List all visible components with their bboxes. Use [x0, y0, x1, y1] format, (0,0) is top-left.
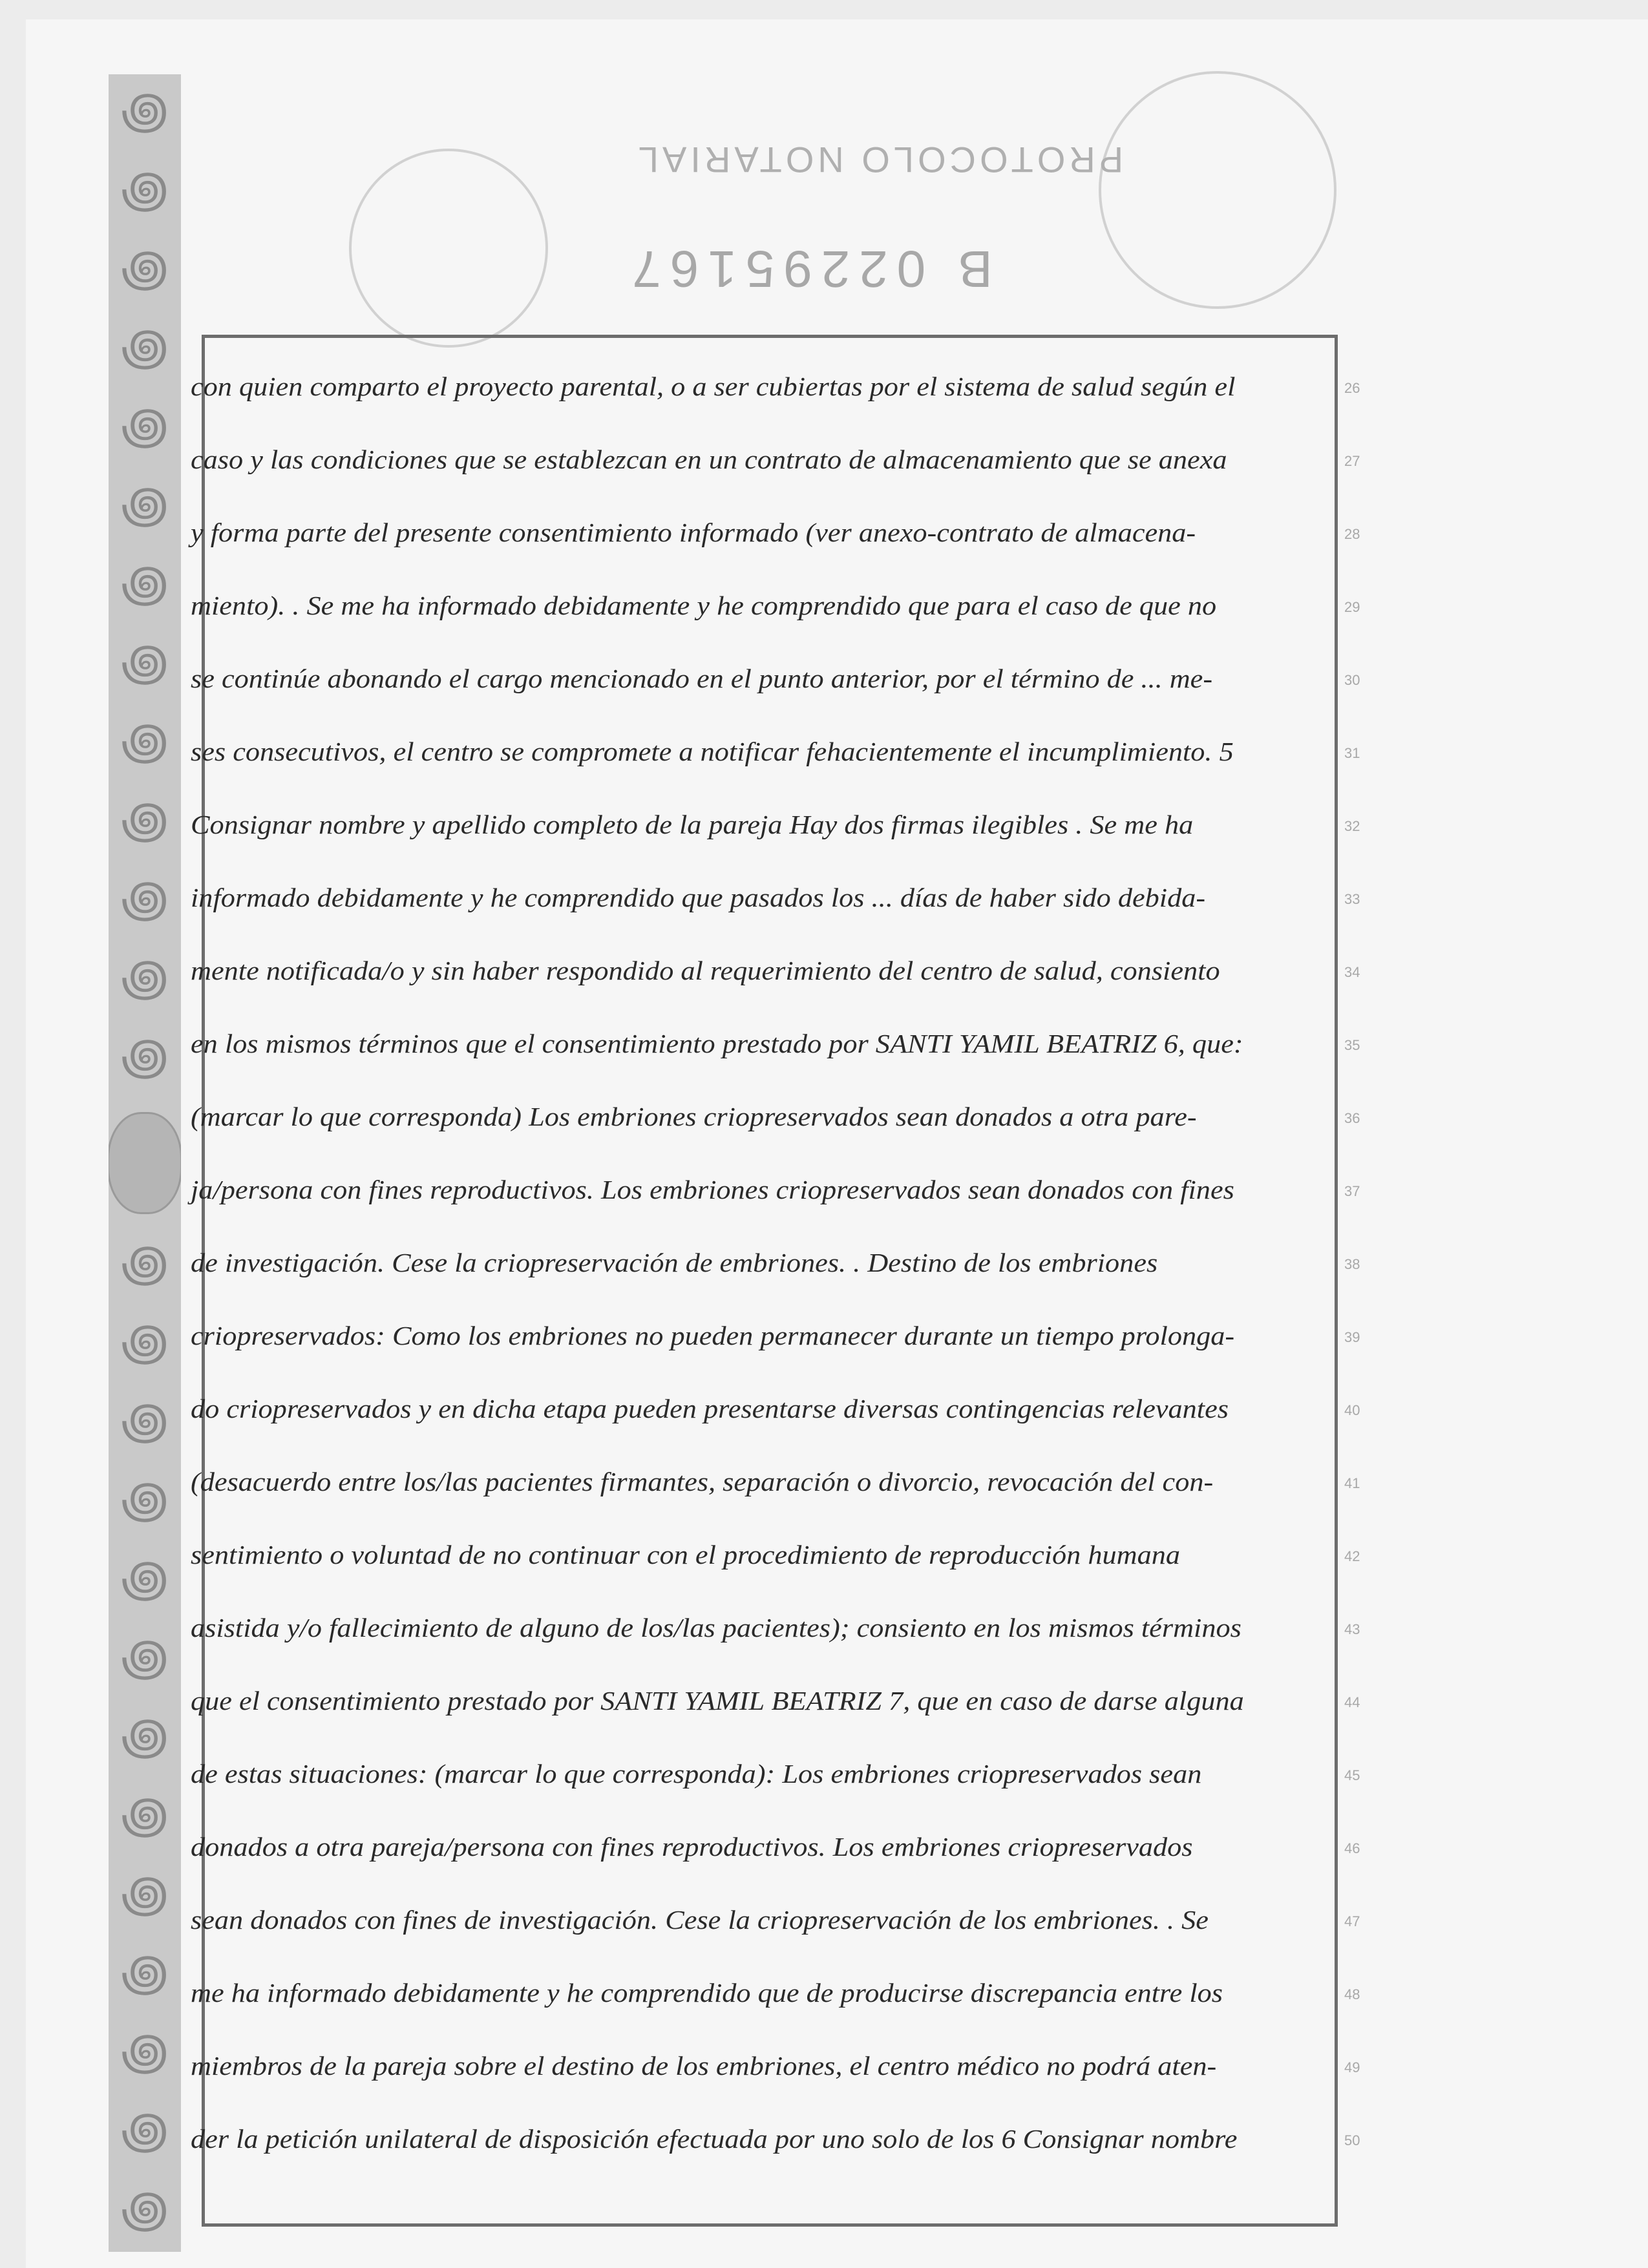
text-line: informado debidamente y he comprendido que pasados los ... días de haber sido debida- [191, 883, 1206, 912]
text-line: en los mismos términos que el consentimiento prestado por SANTI YAMIL BEATRIZ 6, que: [191, 1029, 1243, 1058]
swirl-ornament-icon: ꩜ [120, 1471, 169, 1529]
line-number: 48 [1344, 1986, 1360, 2002]
decorative-border-strip [109, 74, 181, 2252]
swirl-ornament-icon: ꩜ [120, 792, 169, 850]
swirl-ornament-icon: ꩜ [120, 1629, 169, 1687]
text-line: me ha informado debidamente y he comprendido que de producirse discrepancia entre los [191, 1978, 1223, 2008]
line-number: 49 [1344, 2059, 1360, 2075]
line-number: 37 [1344, 1183, 1360, 1199]
notary-stamp-right-icon [1099, 71, 1336, 309]
swirl-ornament-icon: ꩜ [120, 713, 169, 771]
swirl-ornament-icon: ꩜ [120, 1787, 169, 1845]
text-line: (desacuerdo entre los/las pacientes firmantes, separación o divorcio, revocación del con- [191, 1467, 1214, 1496]
swirl-ornament-icon: ꩜ [120, 1944, 169, 2002]
text-line: der la petición unilateral de disposición efectuada por uno solo de los 6 Consignar nombre [191, 2124, 1238, 2154]
text-line: de estas situaciones: (marcar lo que corresponda): Los embriones criopreservados sean [191, 1759, 1202, 1789]
line-number: 36 [1344, 1110, 1360, 1126]
line-number: 39 [1344, 1329, 1360, 1345]
line-number: 45 [1344, 1767, 1360, 1783]
text-line: miento). . Se me ha informado debidamente y he comprendido que para el caso de que no [191, 591, 1217, 620]
text-line: Consignar nombre y apellido completo de la pareja Hay dos firmas ilegibles . Se me ha [191, 810, 1194, 839]
text-line: se continúe abonando el cargo mencionado en el punto anterior, por el término de ... me- [191, 664, 1213, 693]
notary-stamp-left-icon [349, 149, 548, 348]
protocol-number-watermark: B 02295167 [623, 240, 993, 298]
text-line: con quien comparto el proyecto parental, o a ser cubiertas por el sistema de salud según el [191, 372, 1236, 401]
text-line: y forma parte del presente consentimiento informado (ver anexo-contrato de almacena- [191, 518, 1196, 547]
swirl-ornament-icon: ꩜ [120, 870, 169, 929]
text-line: ja/persona con fines reproductivos. Los embriones criopreservados sean donados con fines [191, 1175, 1234, 1204]
text-line: donados a otra pareja/persona con fines reproductivos. Los embriones criopreservados [191, 1832, 1193, 1862]
swirl-ornament-icon: ꩜ [120, 1392, 169, 1451]
swirl-ornament-icon: ꩜ [120, 397, 169, 456]
line-number: 26 [1344, 380, 1360, 396]
line-number: 42 [1344, 1548, 1360, 1564]
text-line: asistida y/o fallecimiento de alguno de los/las pacientes); consiento en los mismos términos [191, 1613, 1241, 1643]
swirl-ornament-icon: ꩜ [120, 1235, 169, 1293]
swirl-ornament-icon: ꩜ [120, 634, 169, 692]
swirl-ornament-icon: ꩜ [120, 949, 169, 1007]
text-line: que el consentimiento prestado por SANTI YAMIL BEATRIZ 7, que en caso de darse alguna [191, 1686, 1244, 1716]
swirl-ornament-icon: ꩜ [120, 1314, 169, 1372]
text-line: mente notificada/o y sin haber respondido al requerimiento del centro de salud, consiento [191, 956, 1220, 985]
swirl-ornament-icon: ꩜ [120, 161, 169, 219]
swirl-ornament-icon: ꩜ [120, 1708, 169, 1766]
line-number: 35 [1344, 1037, 1360, 1053]
text-line: criopreservados: Como los embriones no pueden permanecer durante un tiempo prolonga- [191, 1321, 1235, 1350]
line-number: 40 [1344, 1402, 1360, 1418]
text-line: sean donados con fines de investigación. Cese la criopreservación de los embriones. . Se [191, 1905, 1209, 1935]
line-number: 50 [1344, 2132, 1360, 2148]
text-line: caso y las condiciones que se establezcan en un contrato de almacenamiento que se anexa [191, 445, 1227, 474]
swirl-ornament-icon: ꩜ [120, 1550, 169, 1608]
line-number: 47 [1344, 1913, 1360, 1929]
line-number: 46 [1344, 1840, 1360, 1856]
line-number: 41 [1344, 1475, 1360, 1491]
swirl-ornament-icon: ꩜ [120, 476, 169, 534]
swirl-ornament-icon: ꩜ [120, 2023, 169, 2081]
swirl-ornament-icon: ꩜ [120, 555, 169, 613]
swirl-ornament-icon: ꩜ [120, 2102, 169, 2160]
text-line: miembros de la pareja sobre el destino de los embriones, el centro médico no podrá aten- [191, 2051, 1217, 2081]
text-line: ses consecutivos, el centro se compromete a notificar fehacientemente el incumplimiento. 5 [191, 737, 1234, 766]
text-line: (marcar lo que corresponda) Los embriones criopreservados sean donados a otra pare- [191, 1102, 1197, 1131]
swirl-ornament-icon: ꩜ [120, 1028, 169, 1086]
line-number: 38 [1344, 1256, 1360, 1272]
line-number: 30 [1344, 672, 1360, 688]
text-line: sentimiento o voluntad de no continuar con el procedimiento de reproducción humana [191, 1540, 1181, 1570]
swirl-ornament-icon: ꩜ [120, 82, 169, 140]
line-number: 28 [1344, 526, 1360, 542]
swirl-ornament-icon: ꩜ [120, 2181, 169, 2239]
text-line: do criopreservados y en dicha etapa pueden presentarse diversas contingencias relevantes [191, 1394, 1229, 1423]
coat-of-arms-seal-icon [109, 1112, 181, 1214]
line-number: 44 [1344, 1694, 1360, 1710]
swirl-ornament-icon: ꩜ [120, 319, 169, 377]
protocol-header-watermark: PROTOCOLO NOTARIAL [634, 140, 1124, 180]
line-number: 31 [1344, 745, 1360, 761]
line-number: 33 [1344, 891, 1360, 907]
line-number: 34 [1344, 964, 1360, 980]
line-number: 32 [1344, 818, 1360, 834]
text-line: de investigación. Cese la criopreservación de embriones. . Destino de los embriones [191, 1248, 1158, 1277]
line-number: 29 [1344, 599, 1360, 615]
swirl-ornament-icon: ꩜ [120, 1865, 169, 1924]
swirl-ornament-icon: ꩜ [120, 240, 169, 298]
line-number: 43 [1344, 1621, 1360, 1637]
line-number: 27 [1344, 453, 1360, 469]
